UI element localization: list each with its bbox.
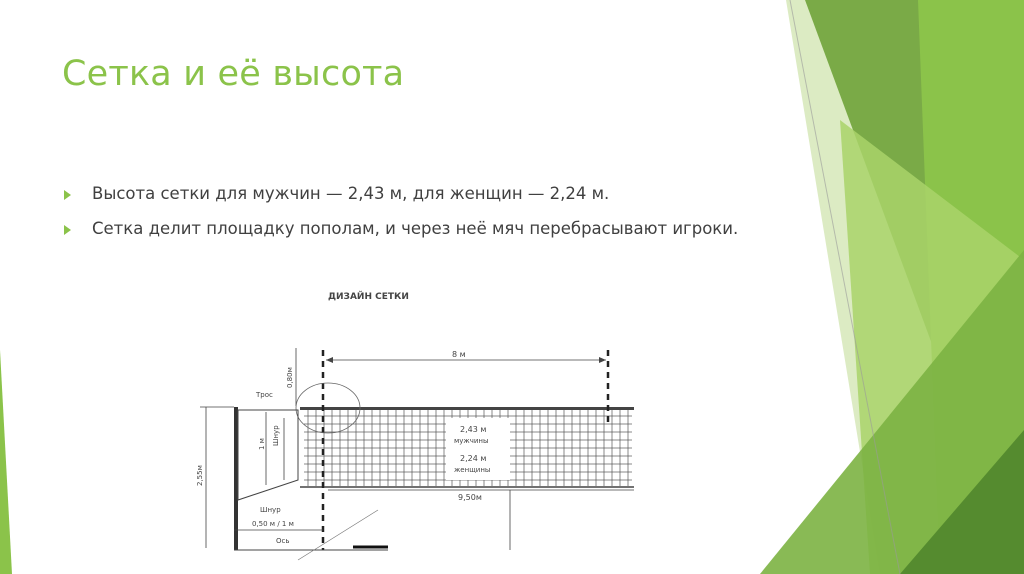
net-top-band	[300, 407, 634, 410]
bullet-item	[64, 183, 738, 205]
cord-upper-label: Шнур	[272, 425, 280, 446]
length-950-label: 9,50м	[458, 493, 482, 502]
net-design-diagram	[188, 280, 648, 570]
bullet-text: Высота сетки для мужчин — 2,43 м, для женщин — 2,24 м.	[92, 184, 610, 203]
post-offset-label: 0,50 м / 1 м	[252, 520, 294, 528]
net-post	[234, 407, 238, 550]
women-label: женщины	[454, 466, 491, 474]
height-255-label: 2,55м	[196, 465, 204, 486]
women-height-label: 2,24 м	[460, 454, 487, 463]
men-label: мужчины	[454, 437, 489, 445]
cable-label: Трос	[256, 391, 273, 399]
bullet-arrow-icon	[64, 225, 71, 235]
bullet-text: Сетка делит площадку пополам, и через неё мяч перебрасывают игроки.	[92, 219, 739, 238]
bullet-arrow-icon	[64, 190, 71, 200]
slide-title: Сетка и её высота	[62, 54, 405, 94]
width-8m-label: 8 м	[452, 350, 466, 359]
cord-lower-label: Шнур	[260, 506, 281, 514]
axis-label: Ось	[276, 537, 290, 545]
bullet-item	[64, 218, 738, 240]
bullet-list	[64, 183, 738, 253]
diagram-title: ДИЗАЙН СЕТКИ	[328, 292, 409, 302]
height-1m-label: 1 м	[258, 438, 266, 450]
men-height-label: 2,43 м	[460, 425, 487, 434]
antenna-height-label: 0,80м	[286, 367, 294, 388]
